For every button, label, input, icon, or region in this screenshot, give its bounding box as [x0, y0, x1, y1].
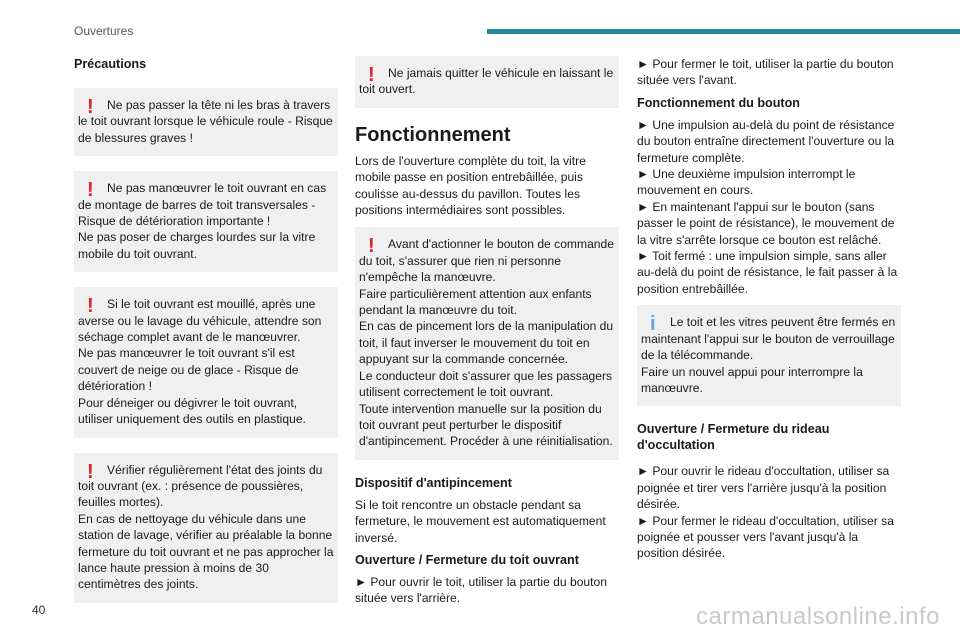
warning-icon: ! — [368, 235, 375, 258]
section-title: Ouvertures — [74, 24, 134, 38]
warning-box — [74, 453, 338, 603]
list-item: ► Une deuxième impulsion interrompt le mouvement en cours. — [637, 167, 856, 198]
list-item: ► Une impulsion au-delà du point de résistance du bouton entraîne directement l'ouverture ou la fermeture complète. — [637, 117, 895, 165]
warning-text: Ne pas passer la tête ni les bras à travers le toit ouvrant lorsque le véhicule roule - Risque de blessures graves ! — [78, 98, 333, 145]
precautions-heading: Précautions — [74, 57, 147, 71]
warning-icon: ! — [87, 179, 94, 202]
column-middle — [355, 56, 619, 613]
button-operation-heading: Fonctionnement du bouton — [637, 95, 800, 110]
intro-paragraph: Lors de l'ouverture complète du toit, la vitre mobile passe en position entrebâillée, puis coulisse au-dessus du pavillon. Toutes les positions intermédiaires sont possibles. — [355, 153, 586, 218]
warning-text: Ne pas manœuvrer le toit ouvrant en cas de montage de barres de toit transversales - Risque de détérioration importante ! Ne pas poser de charges lourdes sur la vitre mobile du toit ouvrant. — [78, 181, 327, 261]
list-item: ► Pour fermer le rideau d'occultation, utiliser sa poignée et pousser vers l'avant jusqu'à la position désirée. — [637, 513, 894, 561]
list-item: ► Toit fermé : une impulsion simple, sans aller au-delà du point de résistance, le fait passer à la position entrebâillée. — [637, 249, 898, 296]
column-right — [637, 56, 901, 562]
header-accent-bar — [487, 29, 960, 34]
warning-box — [355, 227, 619, 459]
list-item: ► En maintenant l'appui sur le bouton (sans passer le point de résistance), le mouvement de la vitre s'arrête lorsque ce bouton est relâché. — [637, 199, 895, 247]
antipinch-heading: Dispositif d'antipincement — [355, 475, 512, 490]
list-item: ► Pour ouvrir le rideau d'occultation, utiliser sa poignée et tirer vers l'arrière jusqu'à la position désirée. — [637, 464, 890, 512]
open-close-roof-heading: Ouverture / Fermeture du toit ouvrant — [355, 552, 579, 567]
page-number: 40 — [32, 603, 46, 617]
warning-box — [74, 287, 338, 437]
warning-icon: ! — [87, 295, 94, 318]
fonctionnement-heading: Fonctionnement — [355, 123, 511, 146]
info-icon: i — [650, 313, 656, 336]
button-operation-list — [637, 117, 901, 297]
warning-text: Ne jamais quitter le véhicule en laissant le toit ouvert. — [359, 66, 614, 97]
warning-text: Vérifier régulièrement l'état des joints du toit ouvrant (ex. : présence de poussières, feuilles mortes). En cas de nettoyage du véhicule dans une station de lavage, vérifier au préalable la bonne fermeture du toit ouvrant et ne pas approcher la lance haute pression à moins de 30 centimètres des joints. — [78, 462, 334, 592]
column-left — [74, 56, 338, 618]
warning-icon: ! — [87, 460, 94, 483]
warning-box — [74, 88, 338, 156]
warning-text: Avant d'actionner le bouton de commande du toit, s'assurer que rien ni personne n'empêche la manœuvre. Faire particulièrement attention aux enfants pendant la manœuvre du toit. En cas de pincement lors de la manipulation du toit, il faut inverser le mouvement du toit en appuyant sur la commande concernée. Le conducteur doit s'assurer que les passagers utilisent correctement le toit ouvrant. Toute intervention manuelle sur la position du toit ouvrant peut perturber le dispositif d'antipincement. Procéder à une réinitialisation. — [359, 237, 614, 449]
open-roof-text: ► Pour ouvrir le toit, utiliser la partie du bouton située vers l'arrière. — [355, 574, 607, 606]
warning-icon: ! — [368, 64, 375, 86]
watermark: carmanualsonline.info — [696, 603, 940, 630]
close-roof-text: ► Pour fermer le toit, utiliser la partie du bouton située vers l'avant. — [637, 57, 894, 88]
curtain-heading: Ouverture / Fermeture du rideau d'occultation — [637, 422, 830, 453]
info-box — [637, 305, 901, 406]
warning-box — [355, 56, 619, 108]
antipinch-text: Si le toit rencontre un obstacle pendant sa fermeture, le mouvement est automatiquement inversé. — [355, 497, 606, 545]
warning-icon: ! — [87, 96, 94, 118]
warning-box — [74, 171, 338, 272]
warning-text: Si le toit ouvrant est mouillé, après une averse ou le lavage du véhicule, attendre son séchage complet avant de le manœuvrer. Ne pas manœuvrer le toit ouvrant s'il est couvert de neige ou de glace - Risque de détérioration ! Pour déneiger ou dégivrer le toit ouvrant, utiliser uniquement des outils en plastique. — [78, 297, 322, 427]
info-text: Le toit et les vitres peuvent être fermés en maintenant l'appui sur le bouton de verrouillage de la télécommande. Faire un nouvel appui pour interrompre la manœuvre. — [641, 315, 896, 395]
